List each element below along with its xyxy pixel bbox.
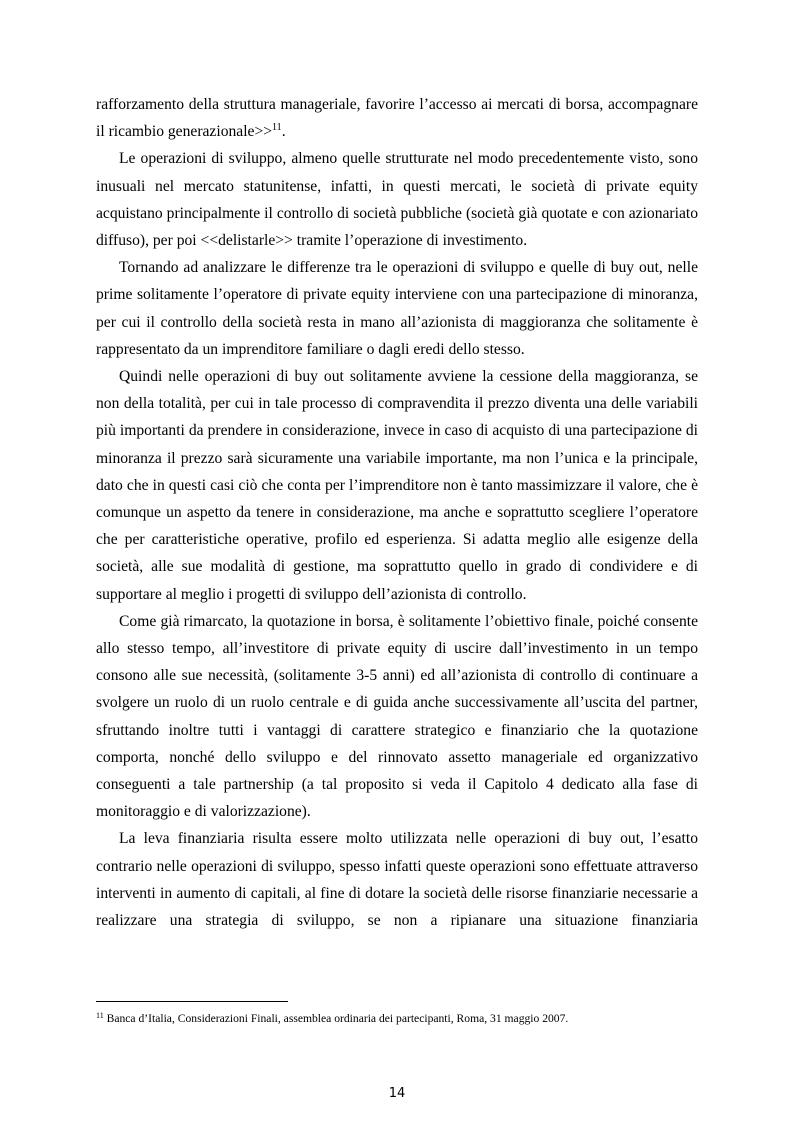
paragraph: Come già rimarcato, la quotazione in borsa, è solitamente l’obiettivo finale, poiché consente allo stesso tempo, all’investitore di private equity di uscire dall’investimento in un tempo consono alle sue necessità, (solitamente 3-5 anni) ed all’azionista di controllo di continuare a svolgere un ruolo di un ruolo centrale e di guida anche successivamente all’uscita del partner, sfruttando inoltre tutti i vantaggi di carattere strategico e finanziario che la quotazione comporta, nonché dello sviluppo e del rinnovato assetto manageriale ed organizzativo conseguenti a tale partnership (a tal proposito si veda il Capitolo 4 dedicato alla fase di monitoraggio e di valorizzazione). [96, 612, 698, 821]
footnote [96, 1011, 716, 1026]
paragraph: La leva finanziaria risulta essere molto utilizzata nelle operazioni di buy out, l’esatto contrario nelle operazioni di sviluppo, spesso infatti queste operazioni sono effettuate attraverso interventi in aumento di capitali, al fine di dotare la società delle risorse finanziarie necessarie a realizzare una strategia di sviluppo, se non a ripianare una situazione finanziaria [96, 830, 698, 930]
footnote-reference[interactable]: 11 [272, 122, 282, 134]
footnote-text: Banca d’Italia, Considerazioni Finali, assemblea ordinaria dei partecipanti, Roma, 31 maggio 2007. [103, 1012, 569, 1025]
body-text [96, 91, 698, 934]
paragraph-continuation [96, 91, 698, 145]
paragraph: Quindi nelle operazioni di buy out solitamente avviene la cessione della maggioranza, se non della totalità, per cui in tale processo di compravendita il prezzo diventa una delle variabili più importanti da prendere in considerazione, invece in caso di acquisto di una partecipazione di minoranza il prezzo sarà sicuramente una variabile importante, ma non l’unica e la principale, dato che in questi casi ciò che conta per l’imprenditore non è tanto massimizzare il valore, che è comunque un aspetto da tenere in considerazione, ma anche e soprattutto scegliere l’operatore che per caratteristiche operative, profilo ed esperienza. Si adatta meglio alle esigenze della società, alle sue modalità di gestione, ma soprattutto quello in grado di condividere e di supportare al meglio i progetti di sviluppo dell’azionista di controllo. [96, 368, 698, 603]
footnote-number: 11 [96, 1011, 104, 1020]
paragraph-tail: . [281, 123, 286, 141]
footnote-separator [96, 1001, 288, 1002]
paragraph: Tornando ad analizzare le differenze tra le operazioni di sviluppo e quelle di buy out, nelle prime solitamente l’operatore di private equity interviene con una partecipazione di minoranza, per cui il controllo della società resta in mano all’azionista di maggioranza che solitamente è rappresentato da un imprenditore familiare o dagli eredi dello stesso. [96, 259, 698, 358]
page-number: 14 [388, 1086, 406, 1101]
paragraph: Le operazioni di sviluppo, almeno quelle strutturate nel modo precedentemente visto, sono inusuali nel mercato statunitense, infatti, in questi mercati, le società di private equity acquistano principalmente il controllo di società pubbliche (società già quotate e con azionariato diffuso), per poi <<delistarle>> tramite l’operazione di investimento. [96, 150, 698, 250]
paragraph-text: rafforzamento della struttura manageriale, favorire l’accesso ai mercati di borsa, accompagnare il ricambio generazionale>> [96, 96, 698, 141]
